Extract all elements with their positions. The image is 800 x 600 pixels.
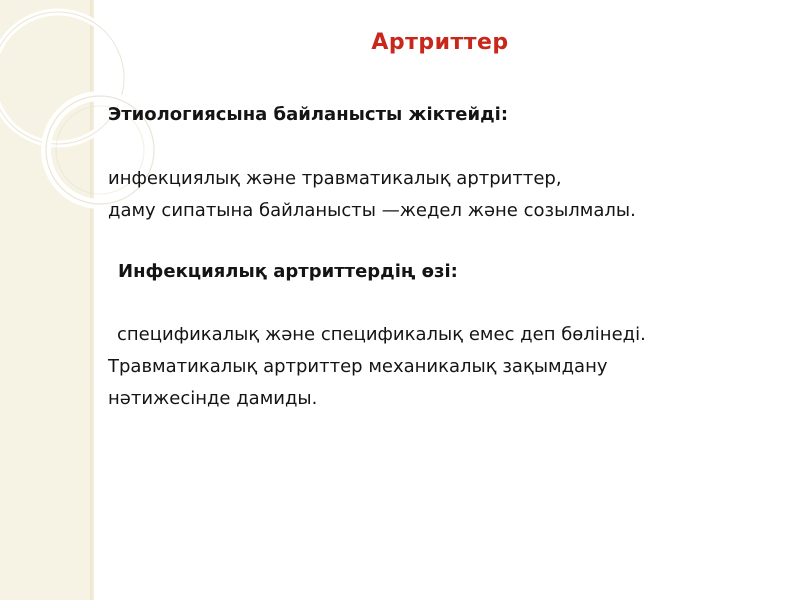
text-line-4: Травматикалық артриттер механикалық зақымдану xyxy=(108,356,608,377)
text-line-1: инфекциялық және травматикалық артриттер, xyxy=(108,168,562,189)
text-line-3: спецификалық және спецификалық емес деп бөлінеді. xyxy=(117,324,646,345)
slide-title: Артриттер xyxy=(371,30,509,55)
heading-infectious: Инфекциялық артриттердің өзі: xyxy=(118,261,458,282)
text-line-2: даму сипатына байланысты —жедел және созылмалы. xyxy=(108,200,636,221)
decorative-rings xyxy=(0,0,160,260)
text-line-5: нәтижесінде дамиды. xyxy=(108,388,318,409)
heading-etiology: Этиологиясына байланысты жіктейді: xyxy=(108,104,509,125)
